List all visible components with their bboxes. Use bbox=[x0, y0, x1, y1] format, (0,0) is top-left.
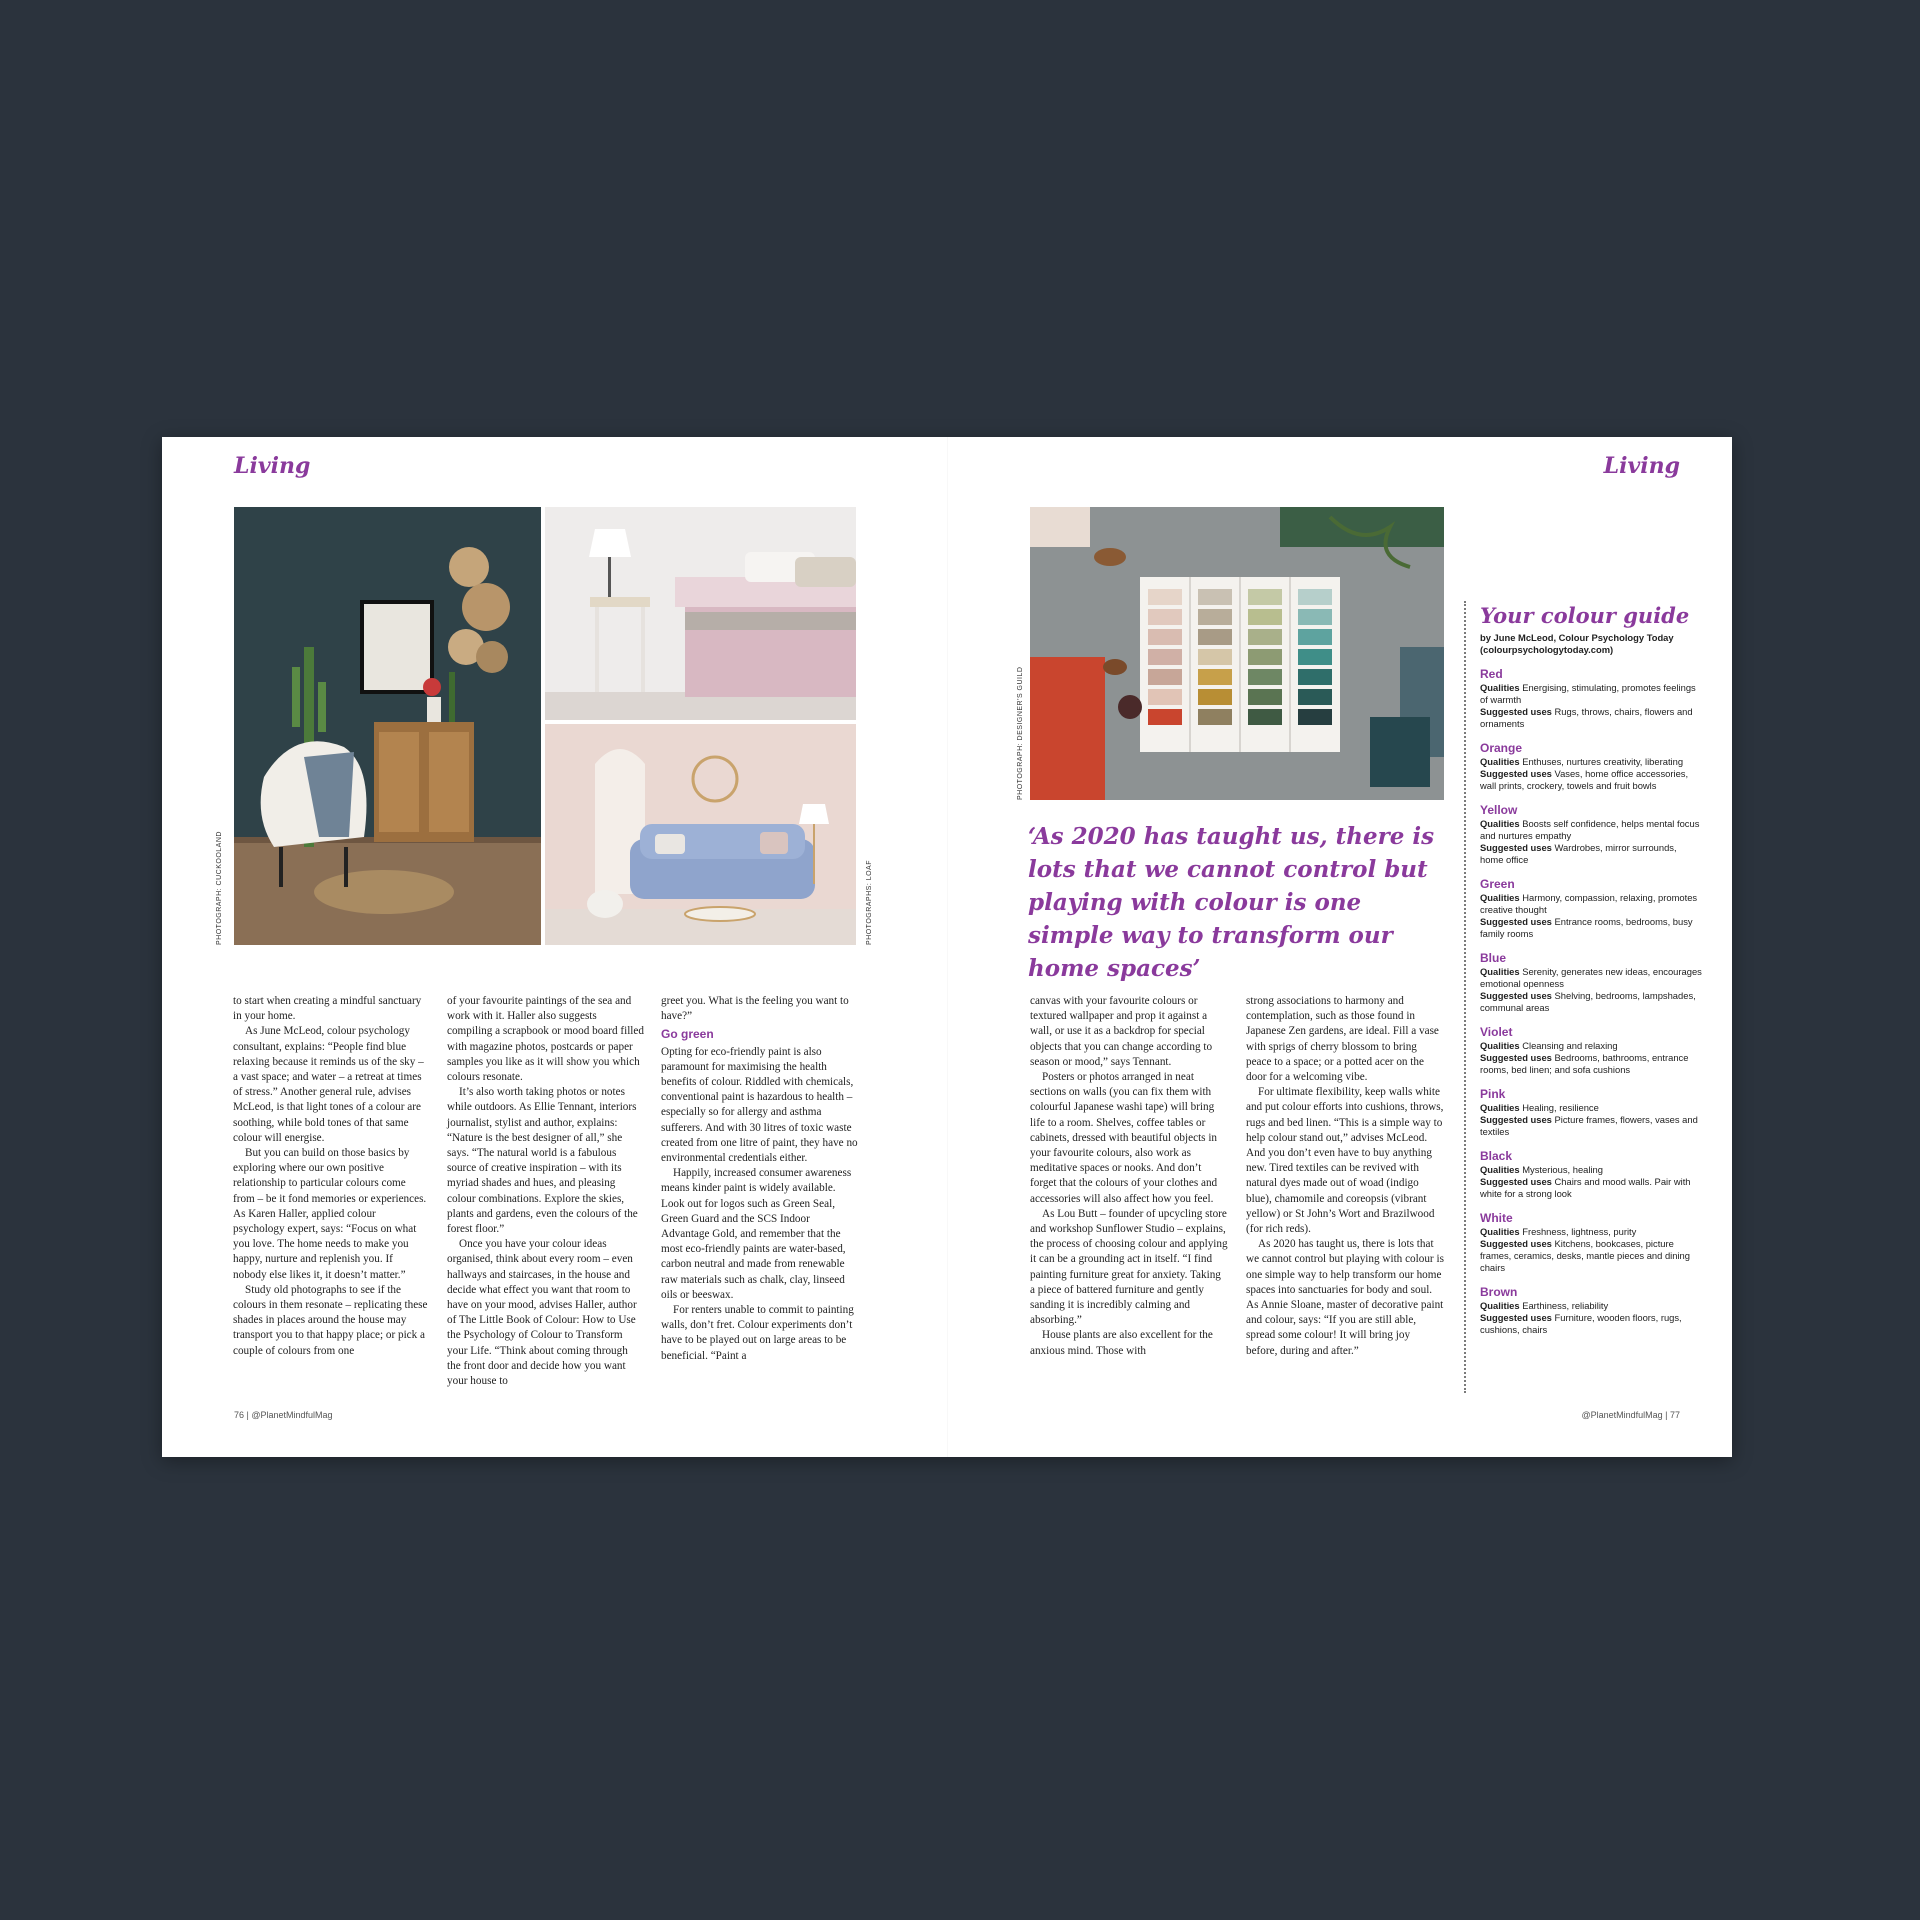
section-tag-right: Living bbox=[1603, 453, 1680, 479]
colour-entry-green bbox=[1480, 877, 1702, 940]
uses-label: Suggested uses bbox=[1480, 916, 1552, 927]
qualities-label: Qualities bbox=[1480, 892, 1520, 903]
colour-qualities bbox=[1480, 966, 1702, 990]
colour-guide-byline: by June McLeod, Colour Psychology Today (colourpsychologytoday.com) bbox=[1480, 632, 1674, 655]
colour-entry-blue bbox=[1480, 951, 1702, 1014]
right-column-1 bbox=[1030, 994, 1228, 1359]
colour-entry-white bbox=[1480, 1211, 1702, 1274]
paragraph: to start when creating a mindful sanctuary in your home. bbox=[233, 995, 422, 1023]
qualities-label: Qualities bbox=[1480, 1102, 1520, 1113]
page-gutter bbox=[947, 437, 948, 1457]
uses-text: Wardrobes, mirror surrounds, home office bbox=[1480, 842, 1677, 865]
colour-qualities bbox=[1480, 1164, 1702, 1176]
uses-label: Suggested uses bbox=[1480, 1238, 1552, 1249]
photo-bedroom-pink bbox=[545, 507, 856, 720]
uses-label: Suggested uses bbox=[1480, 842, 1552, 853]
uses-label: Suggested uses bbox=[1480, 1052, 1552, 1063]
colour-name: Violet bbox=[1480, 1025, 1513, 1039]
uses-text: Kitchens, bookcases, picture frames, ceramics, desks, mantle pieces and dining chairs bbox=[1480, 1238, 1690, 1273]
colour-name: White bbox=[1480, 1211, 1513, 1225]
left-column-3 bbox=[661, 994, 859, 1364]
colour-qualities bbox=[1480, 1040, 1702, 1052]
paragraph: canvas with your favourite colours or textured wallpaper and prop it against a wall, or use it as a backdrop for special objects that you can change according to season or mood,” says Tennant. bbox=[1030, 995, 1213, 1068]
uses-text: Picture frames, flowers, vases and textiles bbox=[1480, 1114, 1698, 1137]
colour-qualities bbox=[1480, 1102, 1702, 1114]
paragraph: As Lou Butt – founder of upcycling store and workshop Sunflower Studio – explains, the process of choosing colour and applying it can be a grounding act in itself. “I find painting furniture great for anxiety. Taking a piece of battered furniture and gently sanding it is incredibly calming and absorbing.” bbox=[1030, 1207, 1228, 1327]
subheading-go-green: Go green bbox=[661, 1027, 714, 1042]
colour-uses bbox=[1480, 1052, 1702, 1076]
photo-credit-cuckooland: PHOTOGRAPH: CUCKOOLAND bbox=[216, 831, 223, 945]
colour-name: Black bbox=[1480, 1149, 1513, 1163]
colour-entry-yellow bbox=[1480, 803, 1702, 866]
colour-entry-orange bbox=[1480, 741, 1702, 792]
qualities-label: Qualities bbox=[1480, 756, 1520, 767]
paragraph: Study old photographs to see if the colours in them resonate – replicating these shades in places around the house may transport you to that happy place; or pick a couple of colours from one bbox=[233, 1283, 428, 1357]
colour-entry-red bbox=[1480, 667, 1702, 730]
colour-qualities bbox=[1480, 682, 1702, 706]
colour-uses bbox=[1480, 1238, 1702, 1274]
qualities-text: Energising, stimulating, promotes feelings of warmth bbox=[1480, 682, 1696, 705]
paragraph: strong associations to harmony and contemplation, such as those found in Japanese Zen gardens, are ideal. Fill a vase with sprigs of cherry blossom to bring peace to a space; or a potted acer on the door for a welcoming vibe. bbox=[1246, 995, 1439, 1084]
colour-uses bbox=[1480, 1312, 1702, 1336]
social-handle: @PlanetMindfulMag bbox=[1581, 1410, 1663, 1420]
qualities-text: Cleansing and relaxing bbox=[1522, 1040, 1618, 1051]
colour-name: Orange bbox=[1480, 741, 1523, 755]
colour-guide-title: Your colour guide bbox=[1480, 603, 1690, 628]
qualities-label: Qualities bbox=[1480, 1164, 1520, 1175]
left-column-2 bbox=[447, 994, 644, 1389]
uses-text: Furniture, wooden floors, rugs, cushions, chairs bbox=[1480, 1312, 1682, 1335]
colour-entry-black bbox=[1480, 1149, 1702, 1200]
colour-uses bbox=[1480, 768, 1702, 792]
uses-label: Suggested uses bbox=[1480, 768, 1552, 779]
qualities-label: Qualities bbox=[1480, 818, 1520, 829]
colour-guide-entries bbox=[1480, 667, 1702, 1336]
colour-qualities bbox=[1480, 1300, 1702, 1312]
uses-label: Suggested uses bbox=[1480, 990, 1552, 1001]
colour-qualities bbox=[1480, 1226, 1702, 1238]
qualities-label: Qualities bbox=[1480, 1300, 1520, 1311]
uses-label: Suggested uses bbox=[1480, 1176, 1552, 1187]
colour-name: Red bbox=[1480, 667, 1503, 681]
photo-credit-designers-guild: PHOTOGRAPH: DESIGNER'S GUILD bbox=[1017, 666, 1024, 800]
paragraph: Posters or photos arranged in neat sections on walls (you can fix them with colourful Japanese washi tape) will bring life to a room. Shelves, coffee tables or cabinets, dressed with beautiful objects in your favourite colours, also work as meditative spaces or nooks. And don’t forget that the colours of your clothes and accessories will also affect how you feel. bbox=[1030, 1071, 1218, 1205]
folio-separator: | bbox=[246, 1410, 252, 1420]
colour-uses bbox=[1480, 706, 1702, 730]
paragraph: For renters unable to commit to painting walls, don’t fret. Colour experiments don’t have to be played out on large areas to be beneficial. “Paint a bbox=[661, 1304, 854, 1362]
qualities-label: Qualities bbox=[1480, 1226, 1520, 1237]
colour-qualities bbox=[1480, 756, 1702, 768]
left-column-1 bbox=[233, 994, 429, 1359]
paragraph: As June McLeod, colour psychology consultant, explains: “People find blue relaxing because it reminds us of the sky – a vast space; and water – a retreat at times of stress.” Another general rule, advises McLeod, is that light tones of a colour are soothing, while bold tones of that same colour will energise. bbox=[233, 1025, 424, 1144]
qualities-text: Serenity, generates new ideas, encourages emotional openness bbox=[1480, 966, 1702, 989]
uses-text: Vases, home office accessories, wall prints, crockery, towels and fruit bowls bbox=[1480, 768, 1689, 791]
paragraph: But you can build on those basics by exploring where our own positive relationship to particular colours come from – be it fond memories or experiences. As Karen Haller, applied colour psychology expert, says: “Focus on what you love. The home needs to make you happy, nurture and replenish you. If nobody else likes it, it doesn’t matter.” bbox=[233, 1147, 427, 1281]
paragraph: greet you. What is the feeling you want to have?” bbox=[661, 995, 849, 1023]
colour-name: Pink bbox=[1480, 1087, 1506, 1101]
colour-name: Yellow bbox=[1480, 803, 1518, 817]
colour-name: Blue bbox=[1480, 951, 1507, 965]
uses-text: Entrance rooms, bedrooms, busy family rooms bbox=[1480, 916, 1693, 939]
colour-guide-sidebar bbox=[1464, 601, 1702, 1393]
photo-living-room-navy bbox=[234, 507, 541, 945]
section-tag-left: Living bbox=[234, 453, 311, 479]
photo-credit-loaf: PHOTOGRAPHS: LOAF bbox=[866, 860, 873, 945]
qualities-text: Boosts self confidence, helps mental focus and nurtures empathy bbox=[1480, 818, 1700, 841]
paragraph: As 2020 has taught us, there is lots that we cannot control but playing with colour is one simple way to help transform our home spaces into sanctuaries for body and soul. As Annie Sloane, master of decorative paint and colour, says: “If you are still able, spread some colour! It will bring joy before, during and after.” bbox=[1246, 1238, 1444, 1357]
folio-left bbox=[234, 1410, 333, 1420]
paragraph: Once you have your colour ideas organised, think about every room – even hallways and staircases, in the house and decide what effect you want that room to have on your mood, advises Haller, author of The Little Book of Colour: How to Use the Psychology of Colour to Transform your Life. “Think about coming through the front door and decide how you want your house to bbox=[447, 1238, 637, 1388]
right-column-2 bbox=[1246, 994, 1444, 1359]
qualities-label: Qualities bbox=[1480, 966, 1520, 977]
colour-entry-violet bbox=[1480, 1025, 1702, 1076]
page-number: 76 bbox=[234, 1410, 245, 1420]
photo-living-room-blue-sofa bbox=[545, 724, 856, 945]
uses-label: Suggested uses bbox=[1480, 1312, 1552, 1323]
paragraph: It’s also worth taking photos or notes while outdoors. As Ellie Tennant, interiors journalist, stylist and author, explains: “Nature is the best designer of all,” she says. “The natural world is a fabulous source of creative inspiration – with its myriad shades and hues, and pleasing colour combinations. Explore the skies, plants and gardens, even the colours of the forest floor.” bbox=[447, 1086, 638, 1236]
uses-text: Rugs, throws, chairs, flowers and ornaments bbox=[1480, 706, 1693, 729]
colour-name: Brown bbox=[1480, 1285, 1518, 1299]
qualities-label: Qualities bbox=[1480, 682, 1520, 693]
paragraph: For ultimate flexibility, keep walls white and put colour efforts into cushions, throws, rugs and bed linen. “This is a simple way to help colour stand out,” advises McLeod. And you don’t even have to buy anything new. Tired textiles can be revived with natural dyes made out of woad (indigo blue), chamomile and coreopsis (vibrant yellow) or St John’s Wort and Brazilwood (for rich reds). bbox=[1246, 1086, 1444, 1236]
photo-paint-swatches bbox=[1030, 507, 1444, 800]
uses-label: Suggested uses bbox=[1480, 1114, 1552, 1125]
magazine-spread bbox=[162, 437, 1732, 1457]
qualities-text: Enthuses, nurtures creativity, liberating bbox=[1522, 756, 1684, 767]
colour-name: Green bbox=[1480, 877, 1515, 891]
social-handle: @PlanetMindfulMag bbox=[251, 1410, 333, 1420]
qualities-label: Qualities bbox=[1480, 1040, 1520, 1051]
colour-uses bbox=[1480, 916, 1702, 940]
colour-entry-brown bbox=[1480, 1285, 1702, 1336]
colour-uses bbox=[1480, 842, 1702, 866]
uses-text: Bedrooms, bathrooms, entrance rooms, bed linen; and sofa cushions bbox=[1480, 1052, 1689, 1075]
qualities-text: Harmony, compassion, relaxing, promotes creative thought bbox=[1480, 892, 1698, 915]
paragraph: House plants are also excellent for the anxious mind. Those with bbox=[1030, 1329, 1213, 1357]
qualities-text: Mysterious, healing bbox=[1522, 1164, 1603, 1175]
colour-qualities bbox=[1480, 892, 1702, 916]
uses-label: Suggested uses bbox=[1480, 706, 1552, 717]
colour-uses bbox=[1480, 1176, 1702, 1200]
colour-entry-pink bbox=[1480, 1087, 1702, 1138]
colour-qualities bbox=[1480, 818, 1702, 842]
colour-uses bbox=[1480, 990, 1702, 1014]
qualities-text: Earthiness, reliability bbox=[1522, 1300, 1609, 1311]
folio-right bbox=[1581, 1410, 1680, 1420]
qualities-text: Healing, resilience bbox=[1522, 1102, 1599, 1113]
paragraph: of your favourite paintings of the sea and work with it. Haller also suggests compiling a scrapbook or mood board filled with magazine photos, postcards or paper samples you like as it will show you which colours resonate. bbox=[447, 995, 644, 1084]
colour-uses bbox=[1480, 1114, 1702, 1138]
folio-separator: | bbox=[1665, 1410, 1670, 1420]
page-number: 77 bbox=[1669, 1410, 1680, 1420]
paragraph: Happily, increased consumer awareness means kinder paint is widely available. Look out for logos such as Green Seal, Green Guard and the SCS Indoor Advantage Gold, and remember that the most eco-friendly paints are water-based, carbon neutral and made from renewable raw materials such as chalk, clay, linseed oils or beeswax. bbox=[661, 1167, 852, 1301]
uses-text: Chairs and mood walls. Pair with white for a strong look bbox=[1480, 1176, 1691, 1199]
uses-text: Shelving, bedrooms, lampshades, communal areas bbox=[1480, 990, 1696, 1013]
pull-quote: ‘As 2020 has taught us, there is lots that we cannot control but playing with colour is one simple way to transform our home spaces’ bbox=[1028, 823, 1435, 982]
paragraph: Opting for eco-friendly paint is also paramount for maximising the health benefits of colour. Riddled with chemicals, conventional paint is hazardous to health – especially so for allergy and asthma sufferers. And with 30 litres of toxic waste created from one litre of paint, they have no environmental credentials either. bbox=[661, 1045, 858, 1165]
qualities-text: Freshness, lightness, purity bbox=[1522, 1226, 1637, 1237]
